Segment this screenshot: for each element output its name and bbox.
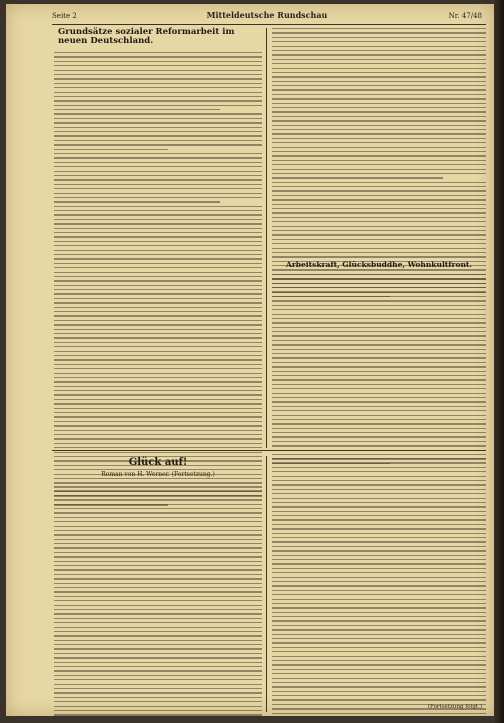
header-rule <box>52 24 486 25</box>
page-header <box>52 10 482 22</box>
newspaper-title: Mitteldeutsche Rundschau <box>206 10 328 20</box>
column-divider <box>266 456 267 712</box>
section-rule <box>52 450 486 451</box>
left-column-upper <box>54 28 262 448</box>
column-divider <box>266 28 267 448</box>
continued-note: (Fortsetzung folgt.) <box>427 704 482 710</box>
article-title: Arbeitskraft, Glücksbuddhe, Wohnkultfront. <box>286 260 472 269</box>
issue-number: Nr. 47/48 <box>448 12 482 20</box>
story-column-right <box>272 456 486 712</box>
book-spine <box>494 0 504 723</box>
article-title: Grundsätze sozialer Reformarbeit im neuen Deutschland. <box>58 27 235 46</box>
page-number: Seite 2 <box>52 12 77 20</box>
story-subtitle: Roman von H. Werner. (Fortsetzung.) <box>101 471 215 478</box>
newspaper-page <box>6 4 494 716</box>
right-column-upper <box>272 28 486 448</box>
article-body <box>54 52 262 509</box>
story-title: Glück auf! <box>128 457 188 468</box>
story-column-left <box>54 456 262 712</box>
